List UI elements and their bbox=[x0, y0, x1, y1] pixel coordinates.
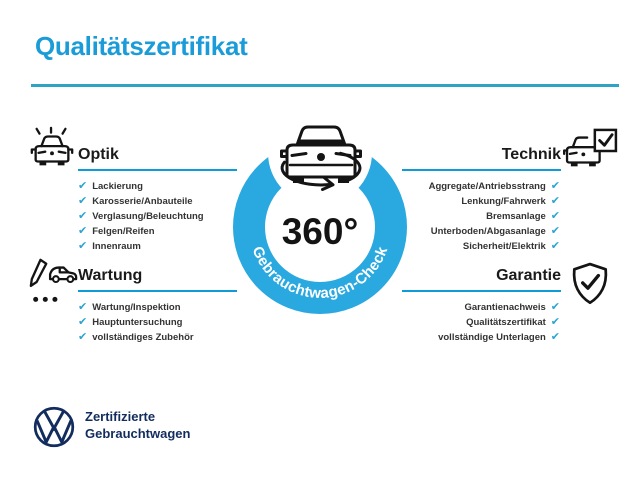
header-divider bbox=[31, 84, 619, 87]
check-item bbox=[466, 315, 560, 330]
wartung-checklist bbox=[78, 300, 194, 345]
shield-check-icon bbox=[567, 261, 613, 309]
section-title-garantie: Garantie bbox=[496, 267, 561, 284]
check-icon: ✔ bbox=[550, 240, 560, 252]
item-label: Lenkung/Fahrwerk bbox=[461, 196, 546, 207]
section-underline-optik bbox=[78, 169, 237, 171]
degrees-label: 360° bbox=[281, 211, 359, 252]
item-label: vollständige Unterlagen bbox=[438, 332, 546, 343]
check-item bbox=[78, 300, 181, 315]
check-item bbox=[78, 224, 155, 239]
item-label: Wartung/Inspektion bbox=[92, 302, 181, 313]
check-item bbox=[438, 330, 560, 345]
item-label: Unterboden/Abgasanlage bbox=[430, 226, 546, 237]
item-label: Sicherheit/Elektrik bbox=[462, 241, 546, 252]
section-underline-technik bbox=[402, 169, 561, 171]
vw-logo bbox=[32, 405, 76, 449]
check-item bbox=[78, 239, 141, 254]
section-underline-wartung bbox=[78, 290, 237, 292]
check-item bbox=[78, 330, 194, 345]
car-shine-icon bbox=[27, 126, 77, 172]
check-icon: ✔ bbox=[78, 210, 88, 222]
item-label: Aggregate/Antriebsstrang bbox=[428, 181, 546, 192]
check-icon: ✔ bbox=[78, 180, 88, 192]
check-icon: ✔ bbox=[550, 180, 560, 192]
item-label: Hauptuntersuchung bbox=[92, 317, 183, 328]
section-title-optik: Optik bbox=[78, 146, 119, 163]
check-item bbox=[78, 209, 204, 224]
pencil-car-dots-icon bbox=[27, 257, 79, 307]
check-icon: ✔ bbox=[78, 331, 88, 343]
section-title-technik: Technik bbox=[501, 146, 561, 163]
section-underline-garantie bbox=[402, 290, 561, 292]
footer-line2: Gebrauchtwagen bbox=[85, 425, 191, 441]
check-icon: ✔ bbox=[550, 316, 560, 328]
check-item bbox=[461, 194, 560, 209]
page-title: Qualitätszertifikat bbox=[35, 31, 248, 61]
item-label: Innenraum bbox=[92, 241, 141, 252]
item-label: Karosserie/Anbauteile bbox=[92, 196, 193, 207]
ring-label: Gebrauchtwagen-Check bbox=[248, 243, 392, 303]
item-label: Lackierung bbox=[92, 181, 143, 192]
check-item bbox=[463, 239, 560, 254]
check-item bbox=[486, 209, 560, 224]
item-label: Qualitätszertifikat bbox=[466, 317, 546, 328]
check-icon: ✔ bbox=[550, 225, 560, 237]
check-icon: ✔ bbox=[550, 301, 560, 313]
optik-checklist bbox=[78, 179, 204, 254]
check-icon: ✔ bbox=[78, 195, 88, 207]
technik-checklist bbox=[320, 179, 560, 254]
check-icon: ✔ bbox=[78, 225, 88, 237]
check-icon: ✔ bbox=[550, 210, 560, 222]
item-label: Garantienachweis bbox=[464, 302, 546, 313]
garantie-checklist bbox=[320, 300, 560, 345]
check-item bbox=[429, 179, 560, 194]
car-checkbox-icon bbox=[563, 128, 619, 174]
check-item bbox=[78, 179, 143, 194]
check-icon: ✔ bbox=[78, 240, 88, 252]
check-item bbox=[431, 224, 560, 239]
item-label: vollständiges Zubehör bbox=[92, 332, 194, 343]
section-title-wartung: Wartung bbox=[78, 267, 143, 284]
item-label: Bremsanlage bbox=[486, 211, 546, 222]
check-icon: ✔ bbox=[550, 195, 560, 207]
check-item bbox=[78, 194, 193, 209]
item-label: Verglasung/Beleuchtung bbox=[92, 211, 204, 222]
item-label: Felgen/Reifen bbox=[92, 226, 155, 237]
check-icon: ✔ bbox=[78, 316, 88, 328]
footer-claim bbox=[85, 409, 190, 442]
check-item bbox=[78, 315, 182, 330]
footer-line1: Zertifizierte bbox=[85, 409, 156, 424]
check-icon: ✔ bbox=[550, 331, 560, 343]
check-item bbox=[464, 300, 560, 315]
check-icon: ✔ bbox=[78, 301, 88, 313]
